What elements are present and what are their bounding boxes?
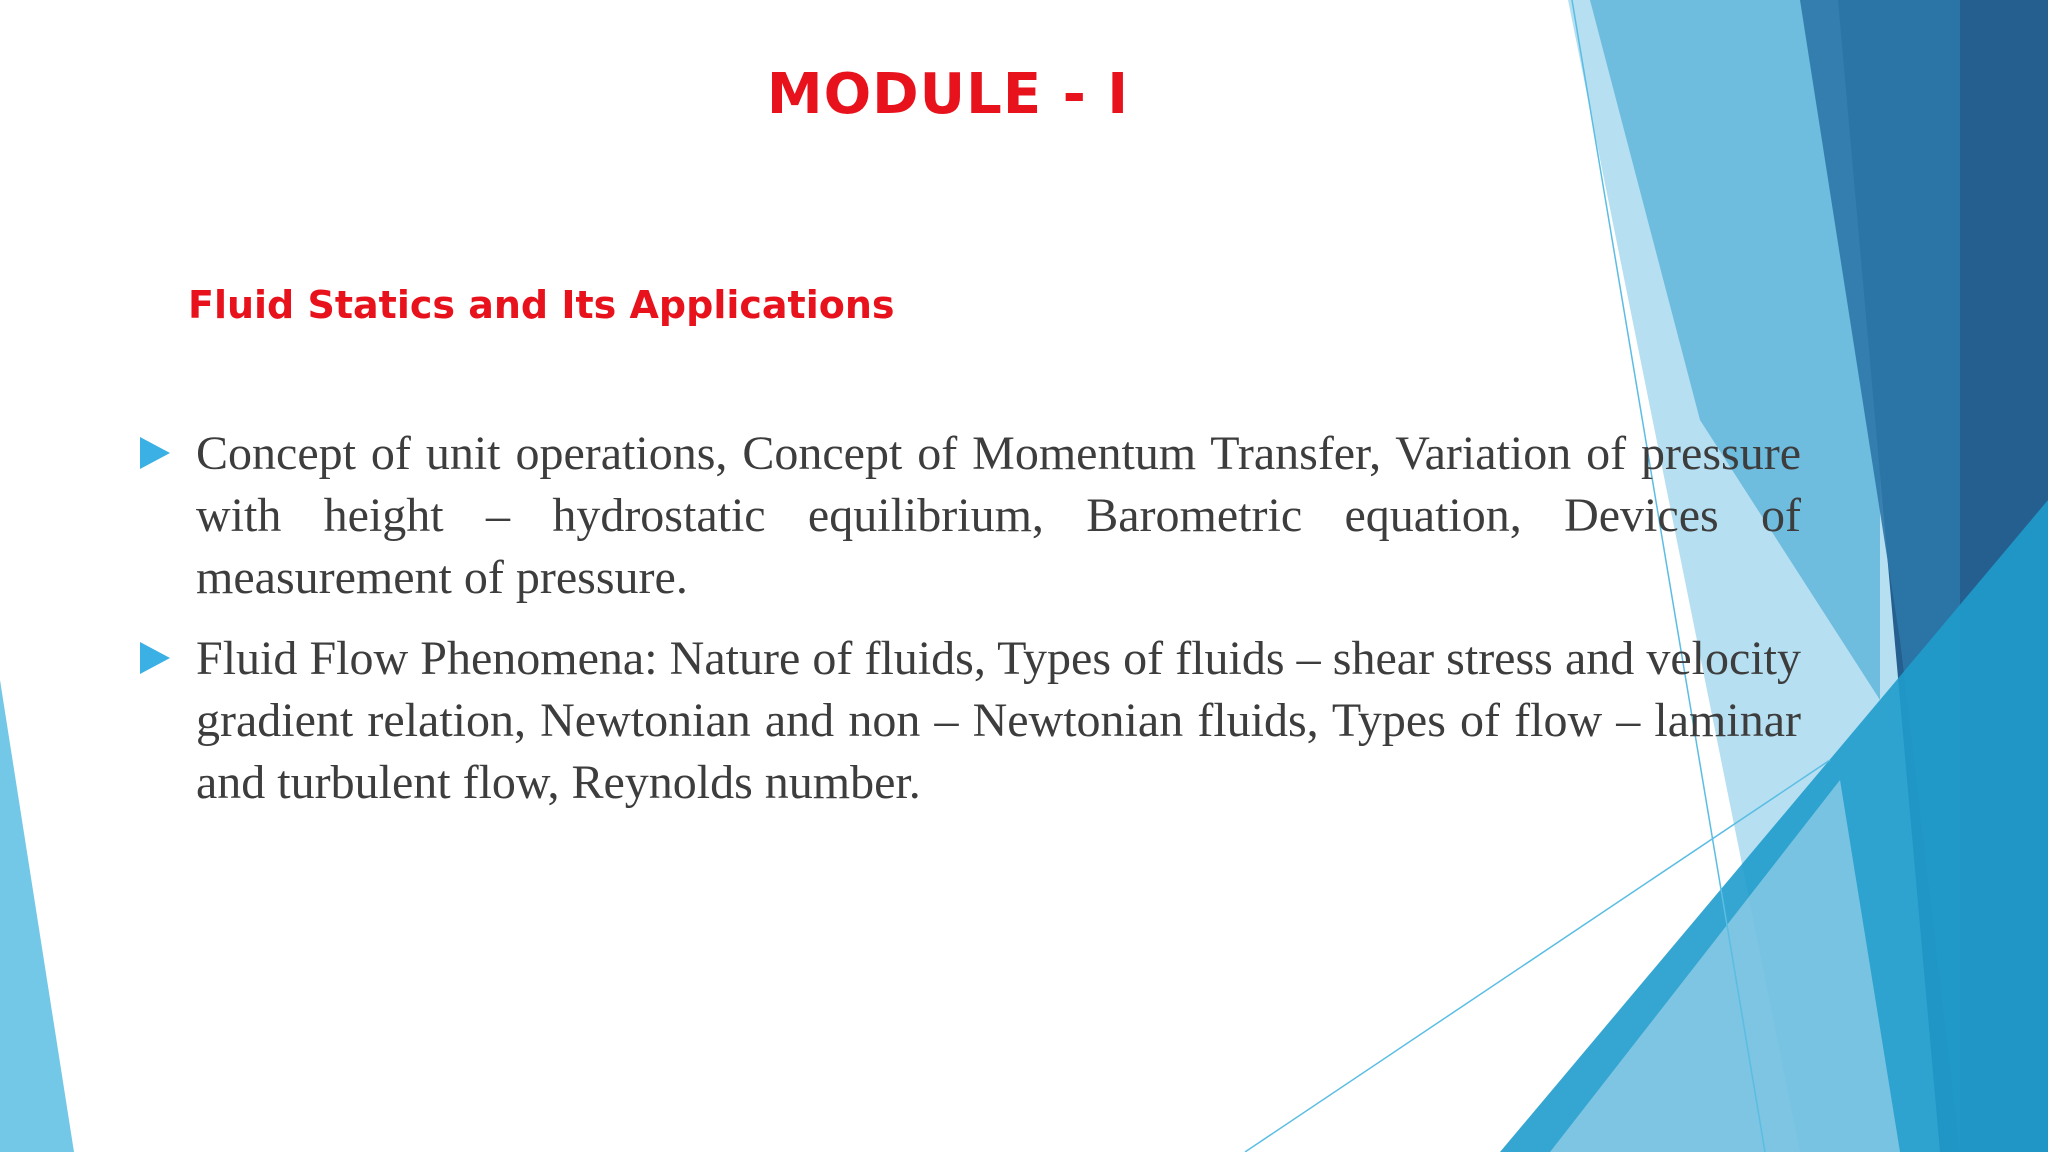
- slide-subtitle: Fluid Statics and Its Applications: [188, 283, 895, 327]
- triangle-bullet-icon: [140, 642, 170, 674]
- bottom-right-light-panel: [1550, 780, 1900, 1152]
- bullet-item: [196, 628, 1801, 814]
- bullet-item: [196, 423, 1801, 609]
- left-accent-shape: [0, 680, 74, 1152]
- slide-title: MODULE - I: [766, 62, 1130, 127]
- triangle-bullet-icon: [140, 437, 170, 469]
- bullet-text: Fluid Flow Phenomena: Nature of fluids, Types of fluids – shear stress and velocity gradient relation, Newtonian and non – Newtonian fluids, Types of flow – laminar and turbulent flow, Reynolds number.: [196, 632, 1801, 809]
- bullet-text: Concept of unit operations, Concept of Momentum Transfer, Variation of pressure with height – hydrostatic equilibrium, Barometric equation, Devices of measurement of pressure.: [196, 427, 1801, 604]
